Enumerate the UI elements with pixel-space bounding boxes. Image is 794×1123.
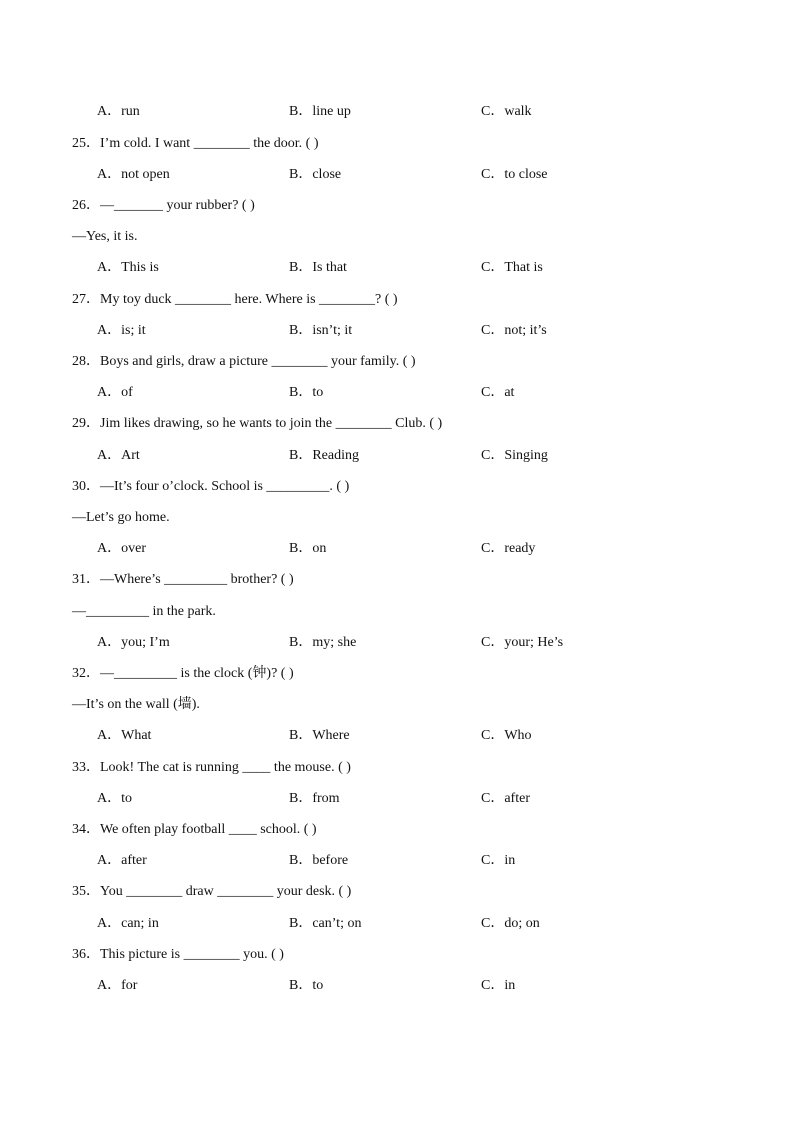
option-c: C．to close xyxy=(481,167,548,182)
dialog-line-32 xyxy=(0,695,794,715)
option-a: A．to xyxy=(97,791,132,806)
dialog-line-26 xyxy=(0,227,794,247)
question-26 xyxy=(0,196,794,216)
options-row-35 xyxy=(0,914,794,934)
option-c: C．in xyxy=(481,978,516,993)
question-stem: 27．My toy duck ________ here. Where is ________? ( ) xyxy=(72,292,398,307)
option-c: C．do; on xyxy=(481,916,540,931)
option-a: A．of xyxy=(97,385,133,400)
options-row-36 xyxy=(0,976,794,996)
option-b: B．line up xyxy=(289,104,351,119)
question-30 xyxy=(0,477,794,497)
options-row-27 xyxy=(0,321,794,341)
question-stem: 30．—It’s four o’clock. School is _________. ( ) xyxy=(72,479,350,494)
option-c: C．at xyxy=(481,385,515,400)
option-a: A．for xyxy=(97,978,138,993)
options-row-31 xyxy=(0,633,794,653)
option-a: A．What xyxy=(97,728,152,743)
option-c: C．That is xyxy=(481,260,543,275)
options-row-24 xyxy=(0,102,794,122)
option-b: B．on xyxy=(289,541,327,556)
option-a: A．can; in xyxy=(97,916,159,931)
dialog-text: —Yes, it is. xyxy=(72,229,138,244)
options-row-32 xyxy=(0,726,794,746)
question-stem: 32．—_________ is the clock (钟)? ( ) xyxy=(72,666,294,681)
option-a: A．run xyxy=(97,104,140,119)
dialog-text: —Let’s go home. xyxy=(72,510,170,525)
option-a: A．not open xyxy=(97,167,170,182)
option-b: B．isn’t; it xyxy=(289,323,353,338)
option-a: A．you; I’m xyxy=(97,635,170,650)
option-c: C．not; it’s xyxy=(481,323,547,338)
question-stem: 33．Look! The cat is running ____ the mouse. ( ) xyxy=(72,760,351,775)
options-row-34 xyxy=(0,851,794,871)
question-stem: 31．—Where’s _________ brother? ( ) xyxy=(72,572,294,587)
question-stem: 26．—_______ your rubber? ( ) xyxy=(72,198,255,213)
option-a: A．is; it xyxy=(97,323,146,338)
question-stem: 36．This picture is ________ you. ( ) xyxy=(72,947,284,962)
option-c: C．walk xyxy=(481,104,532,119)
option-a: A．over xyxy=(97,541,146,556)
option-c: C．Singing xyxy=(481,448,548,463)
option-b: B．before xyxy=(289,853,349,868)
option-b: B．from xyxy=(289,791,340,806)
option-a: A．after xyxy=(97,853,147,868)
option-b: B．to xyxy=(289,385,324,400)
question-stem: 29．Jim likes drawing, so he wants to join the ________ Club. ( ) xyxy=(72,416,443,431)
dialog-line-31 xyxy=(0,602,794,622)
option-a: A．This is xyxy=(97,260,159,275)
options-row-30 xyxy=(0,539,794,559)
option-c: C．after xyxy=(481,791,530,806)
question-stem: 34．We often play football ____ school. ( ) xyxy=(72,822,317,837)
option-a: A．Art xyxy=(97,448,140,463)
question-stem: 25．I’m cold. I want ________ the door. ( ) xyxy=(72,136,319,151)
options-row-33 xyxy=(0,789,794,809)
question-36 xyxy=(0,945,794,965)
option-c: C．in xyxy=(481,853,516,868)
question-32 xyxy=(0,664,794,684)
options-row-26 xyxy=(0,258,794,278)
dialog-text: —_________ in the park. xyxy=(72,604,216,619)
options-row-28 xyxy=(0,383,794,403)
question-31 xyxy=(0,570,794,590)
question-33 xyxy=(0,758,794,778)
option-c: C．Who xyxy=(481,728,532,743)
option-b: B．to xyxy=(289,978,324,993)
option-b: B．my; she xyxy=(289,635,357,650)
option-b: B．can’t; on xyxy=(289,916,362,931)
question-27 xyxy=(0,290,794,310)
question-29 xyxy=(0,414,794,434)
option-b: B．Reading xyxy=(289,448,359,463)
question-28 xyxy=(0,352,794,372)
dialog-text: —It’s on the wall (墙). xyxy=(72,697,200,712)
option-b: B．Where xyxy=(289,728,350,743)
options-row-29 xyxy=(0,446,794,466)
question-35 xyxy=(0,882,794,902)
option-b: B．close xyxy=(289,167,342,182)
dialog-line-30 xyxy=(0,508,794,528)
option-b: B．Is that xyxy=(289,260,347,275)
question-34 xyxy=(0,820,794,840)
options-row-25 xyxy=(0,165,794,185)
question-stem: 35．You ________ draw ________ your desk. ( ) xyxy=(72,884,352,899)
question-25 xyxy=(0,134,794,154)
question-stem: 28．Boys and girls, draw a picture ________ your family. ( ) xyxy=(72,354,416,369)
option-c: C．your; He’s xyxy=(481,635,564,650)
option-c: C．ready xyxy=(481,541,536,556)
